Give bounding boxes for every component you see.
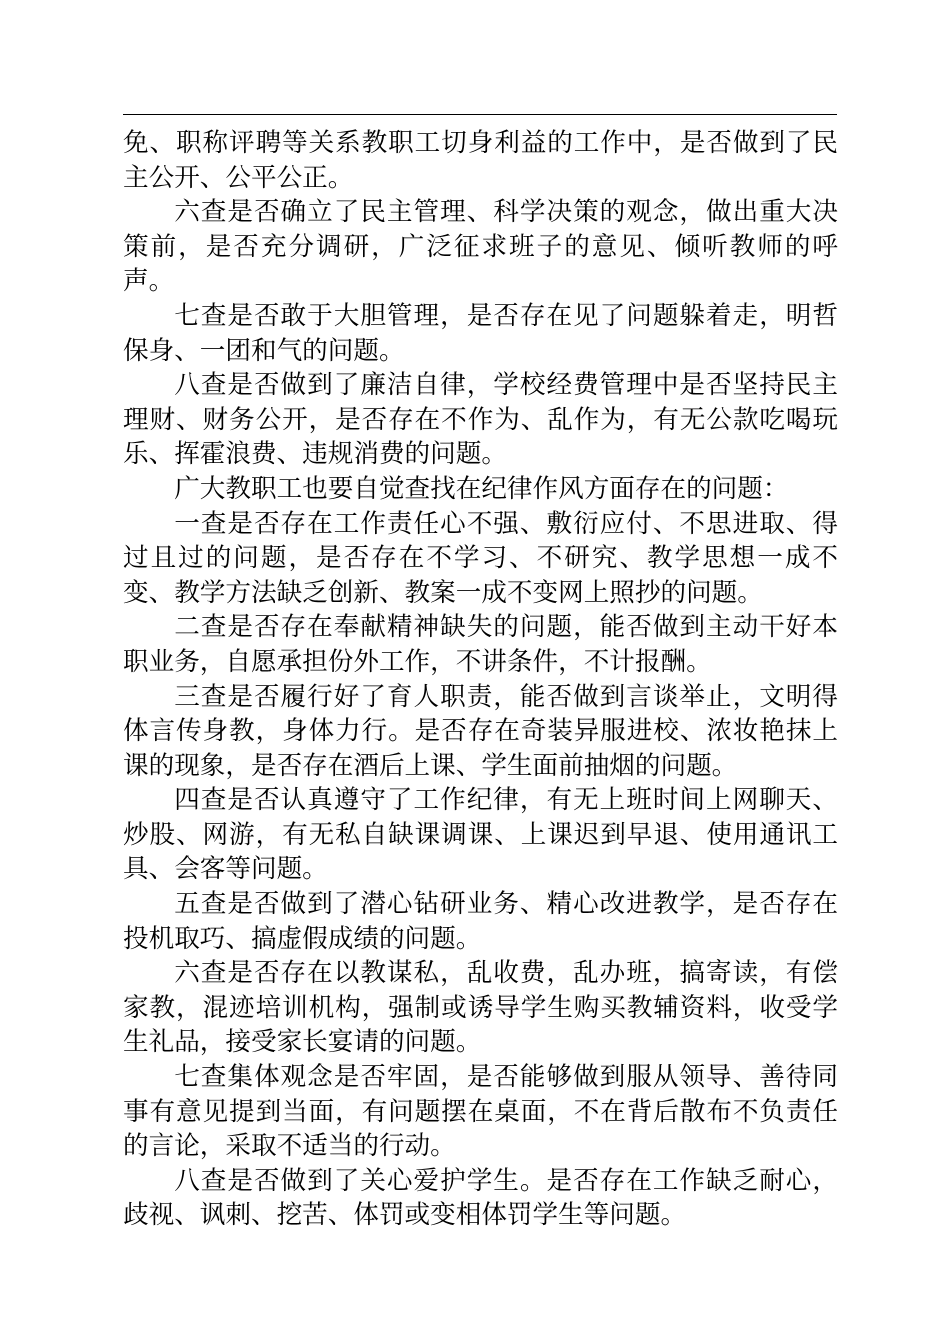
paragraph: 八查是否做到了廉洁自律，学校经费管理中是否坚持民主理财、财务公开，是否存在不作为、乱作为，有无公款吃喝玩乐、挥霍浪费、违规消费的问题。 bbox=[123, 370, 838, 470]
paragraph: 三查是否履行好了育人职责，能否做到言谈举止，文明得体言传身教，身体力行。是否存在奇装异服进校、浓妆艳抹上课的现象，是否存在酒后上课、学生面前抽烟的问题。 bbox=[123, 681, 838, 781]
paragraph: 一查是否存在工作责任心不强、敷衍应付、不思进取、得过且过的问题，是否存在不学习、不研究、教学思想一成不变、教学方法缺乏创新、教案一成不变网上照抄的问题。 bbox=[123, 508, 838, 608]
header-rule bbox=[123, 114, 837, 115]
paragraph: 七查是否敢于大胆管理，是否存在见了问题躲着走，明哲保身、一团和气的问题。 bbox=[123, 300, 838, 366]
paragraph: 二查是否存在奉献精神缺失的问题，能否做到主动干好本职业务，自愿承担份外工作，不讲条件，不计报酬。 bbox=[123, 612, 838, 677]
paragraph: 广大教职工也要自觉查找在纪律作风方面存在的问题： bbox=[174, 473, 789, 504]
paragraph: 五查是否做到了潜心钻研业务、精心改进教学，是否存在投机取巧、搞虚假成绩的问题。 bbox=[123, 889, 838, 954]
paragraph: 七查集体观念是否牢固，是否能够做到服从领导、善待同事有意见提到当面，有问题摆在桌面，不在背后散布不负责任的言论，采取不适当的行动。 bbox=[123, 1062, 838, 1162]
paragraph: 四查是否认真遵守了工作纪律，有无上班时间上网聊天、炒股、网游，有无私自缺课调课、上课迟到早退、使用通讯工具、会客等问题。 bbox=[123, 785, 838, 885]
paragraph: 六查是否存在以教谋私，乱收费，乱办班，搞寄读，有偿家教，混迹培训机构，强制或诱导学生购买教辅资料，收受学生礼品，接受家长宴请的问题。 bbox=[123, 958, 838, 1058]
paragraph: 免、职称评聘等关系教职工切身利益的工作中，是否做到了民主公开、公平公正。 bbox=[123, 128, 838, 193]
body-text bbox=[123, 126, 838, 1233]
paragraph: 六查是否确立了民主管理、科学决策的观念，做出重大决策前，是否充分调研，广泛征求班子的意见、倾听教师的呼声。 bbox=[123, 197, 838, 297]
paragraph: 八查是否做到了关心爱护学生。是否存在工作缺乏耐心，歧视、讽刺、挖苦、体罚或变相体罚学生等问题。 bbox=[123, 1165, 838, 1231]
